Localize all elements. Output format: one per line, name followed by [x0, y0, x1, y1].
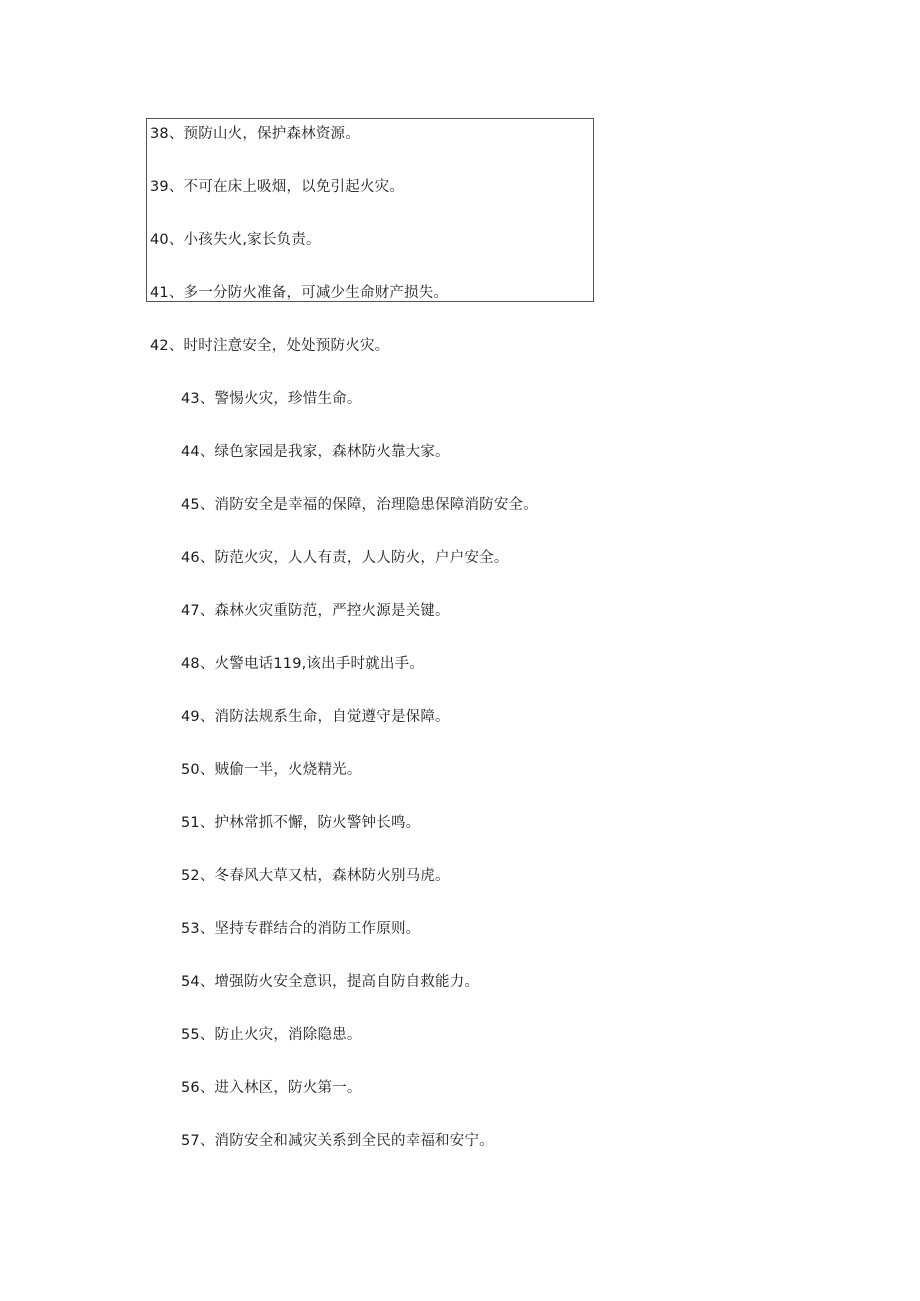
slogan-42: 42、时时注意安全，处处预防火灾。	[150, 338, 390, 354]
slogan-53: 53、坚持专群结合的消防工作原则。	[181, 921, 421, 937]
slogan-52: 52、冬春风大草又枯，森林防火别马虎。	[181, 868, 450, 884]
slogan-55: 55、防止火灾，消除隐患。	[181, 1027, 362, 1043]
slogan-39: 39、不可在床上吸烟，以免引起火灾。	[150, 179, 405, 195]
slogan-50: 50、贼偷一半，火烧精光。	[181, 762, 362, 778]
slogan-54: 54、增强防火安全意识，提高自防自救能力。	[181, 974, 480, 990]
slogan-51: 51、护林常抓不懈，防火警钟长鸣。	[181, 815, 421, 831]
slogan-43: 43、警惕火灾，珍惜生命。	[181, 391, 362, 407]
slogan-48: 48、火警电话119,该出手时就出手。	[181, 656, 425, 672]
slogan-44: 44、绿色家园是我家，森林防火靠大家。	[181, 444, 450, 460]
slogan-38: 38、预防山火，保护森林资源。	[150, 126, 360, 142]
slogan-56: 56、进入林区，防火第一。	[181, 1080, 362, 1096]
slogan-45: 45、消防安全是幸福的保障，治理隐患保障消防安全。	[181, 497, 538, 513]
slogan-47: 47、森林火灾重防范，严控火源是关键。	[181, 603, 450, 619]
boxed-slogan-group	[146, 118, 594, 302]
slogan-57: 57、消防安全和减灾关系到全民的幸福和安宁。	[181, 1133, 494, 1149]
slogan-49: 49、消防法规系生命，自觉遵守是保障。	[181, 709, 450, 725]
slogan-41: 41、多一分防火准备，可减少生命财产损失。	[150, 285, 449, 301]
slogan-46: 46、防范火灾，人人有责，人人防火，户户安全。	[181, 550, 509, 566]
slogan-40: 40、小孩失火,家长负责。	[150, 232, 321, 248]
